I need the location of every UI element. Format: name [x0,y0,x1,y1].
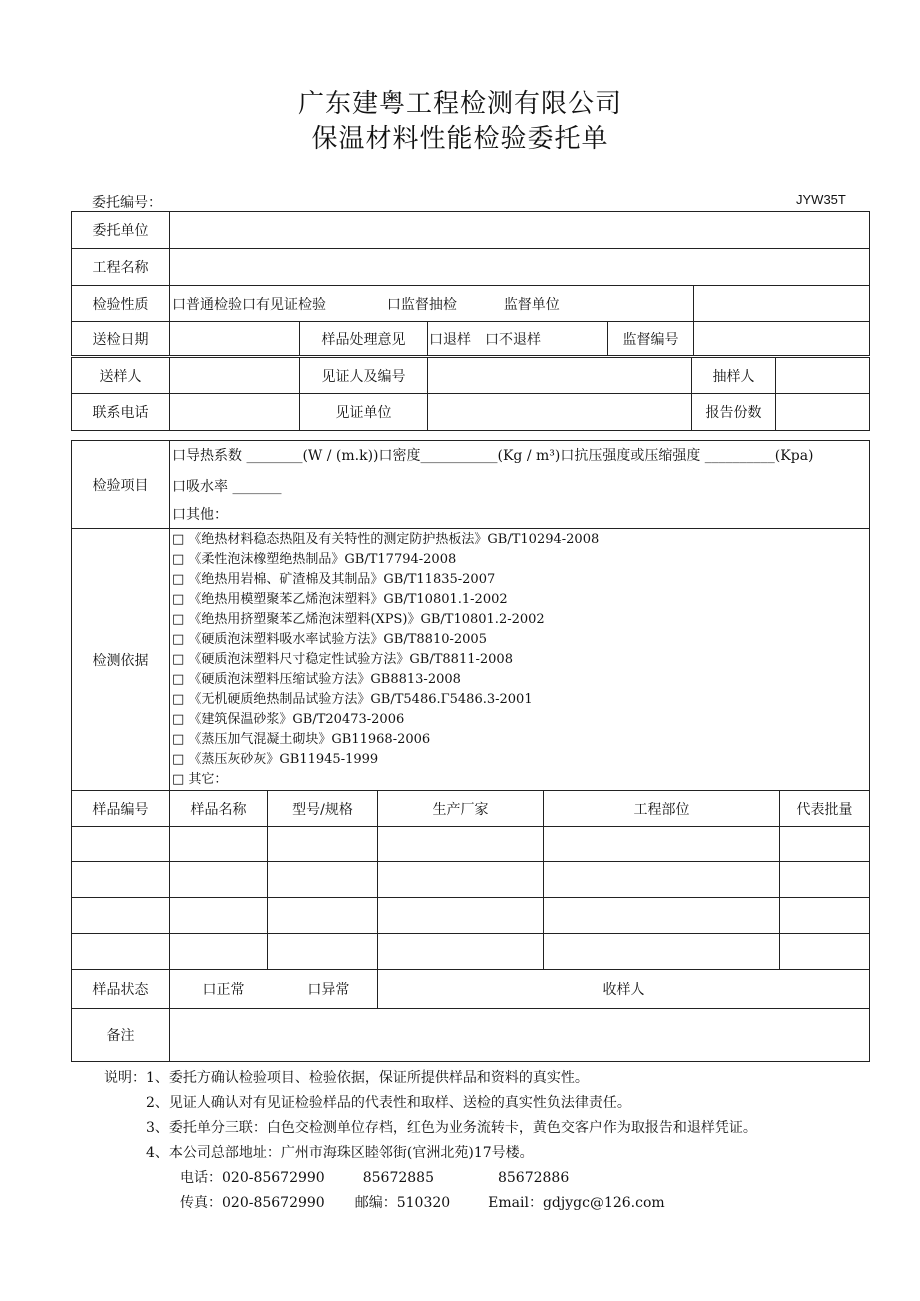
fax-label: 传真： [180,1195,222,1211]
inspection-table [71,440,870,1062]
standard-item[interactable]: □ 《蒸压灰砂灰》GB11945-1999 [172,752,379,767]
postcode: 510320 [396,1195,451,1211]
standard-item[interactable]: □ 《建筑保温砂浆》GB/T20473-2006 [172,712,405,727]
cell[interactable] [780,934,870,970]
form-title: 保温材料性能检验委托单 [311,124,609,154]
sample-handling-label: 样品处理意见 [300,322,428,356]
cell[interactable] [378,934,544,970]
cell[interactable] [268,934,378,970]
report-copies-label: 报告份数 [692,394,776,431]
supervision-no-field[interactable] [694,322,870,356]
col-sample-name: 样品名称 [170,791,268,827]
sample-state-label: 样品状态 [72,970,170,1009]
phone-label: 电话： [180,1170,222,1186]
standard-item[interactable]: □ 《绝热材料稳态热阻及有关特性的测定防护热板法》GB/T10294-2008 [172,532,600,547]
standard-item[interactable]: □ 其它： [172,772,228,787]
item-line[interactable]: 口吸水率 _______ [172,479,282,495]
standard-item[interactable]: □ 《硬质泡沫塑料吸水率试验方法》GB/T8810-2005 [172,632,487,647]
inspection-nature-label: 检验性质 [72,286,170,322]
col-manufacturer: 生产厂家 [378,791,544,827]
project-name-label: 工程名称 [72,249,170,286]
cell[interactable] [378,898,544,934]
standard-item[interactable]: □ 《硬质泡沫塑料压缩试验方法》GB8813-2008 [172,672,461,687]
cell[interactable] [170,827,268,862]
cell[interactable] [170,862,268,898]
receiver-label: 收样人 [378,970,870,1009]
client-info-table [71,211,870,356]
commission-no-label: 委托编号： [92,195,162,211]
fax-line [104,1191,757,1216]
email-label: Email： [488,1195,543,1211]
cell[interactable] [72,934,170,970]
basis-label: 检测依据 [72,529,170,791]
col-sample-no: 样品编号 [72,791,170,827]
table-row [72,934,870,970]
cell[interactable] [378,862,544,898]
standard-item[interactable]: □ 《硬质泡沫塑料尺寸稳定性试验方法》GB/T8811-2008 [172,652,513,667]
remarks-label: 备注 [72,1009,170,1062]
postcode-label: 邮编： [354,1195,397,1211]
phone-label: 联系电话 [72,394,170,431]
standard-item[interactable]: □ 《柔性泡沫橡塑绝热制品》GB/T17794-2008 [172,552,457,567]
note-3: 3、委托单分三联：白色交检测单位存档，红色为业务流转卡，黄色交客户作为取报告和退样凭证。 [146,1120,757,1136]
phone-3: 85672886 [497,1170,570,1186]
table-row [72,898,870,934]
witness-name-label: 见证人及编号 [300,358,428,394]
inspection-items-label: 检验项目 [72,441,170,529]
remarks-field[interactable] [170,1009,870,1062]
cell[interactable] [544,827,780,862]
supervision-unit-field[interactable] [694,286,870,322]
submitter-label: 送样人 [72,358,170,394]
nature-options[interactable]: 口普通检验口有见证检验 [172,296,326,313]
project-name-field[interactable] [170,249,870,286]
inspection-items[interactable] [170,441,870,529]
supervision-unit-label: 监督单位 [503,296,560,313]
note-4: 4、本公司总部地址：广州市海珠区睦邻街(官洲北苑)17号楼。 [146,1145,534,1161]
cell[interactable] [780,827,870,862]
company-name: 广东建粤工程检测有限公司 [297,89,622,119]
cell[interactable] [268,827,378,862]
sample-handling-options[interactable]: 口退样 口不退样 [428,322,608,356]
col-project-part: 工程部位 [544,791,780,827]
submission-date-label: 送检日期 [72,322,170,356]
supervision-sampling-option[interactable]: 口监督抽检 [386,296,457,313]
col-model-spec: 型号/规格 [268,791,378,827]
note-2: 2、见证人确认对有见证检验样品的代表性和取样、送检的真实性负法律责任。 [146,1095,631,1111]
cell[interactable] [268,862,378,898]
witness-name-field[interactable] [428,358,692,394]
submitter-field[interactable] [170,358,300,394]
cell[interactable] [544,934,780,970]
client-unit-field[interactable] [170,212,870,249]
cell[interactable] [378,827,544,862]
standard-item[interactable]: □ 《绝热用岩棉、矿渣棉及其制品》GB/T11835-2007 [172,572,496,587]
cell[interactable] [72,827,170,862]
state-normal-option[interactable]: 口正常 [202,982,245,998]
phone-1: 020-85672990 [222,1170,325,1186]
client-unit-label: 委托单位 [72,212,170,249]
cell[interactable] [544,862,780,898]
notes [104,1066,757,1216]
item-line[interactable]: 口导热系数 ________(W / (m.k))口密度___________(Kg / m³)口抗压强度或压缩强度 __________(Kpa) [172,448,814,464]
cell[interactable] [72,862,170,898]
table-row [72,862,870,898]
cell[interactable] [72,898,170,934]
cell[interactable] [268,898,378,934]
phone-field[interactable] [170,394,300,431]
cell[interactable] [170,898,268,934]
standard-item[interactable]: □ 《蒸压加气混凝土砌块》GB11968-2006 [172,732,431,747]
item-line[interactable]: 口其他： [172,507,228,523]
cell[interactable] [780,898,870,934]
table-row [72,827,870,862]
sampler-field[interactable] [776,358,870,394]
standard-item[interactable]: □ 《无机硬质绝热制品试验方法》GB/T5486.Γ5486.3-2001 [172,692,533,707]
standard-item[interactable]: □ 《绝热用模塑聚苯乙烯泡沫塑料》GB/T10801.1-2002 [172,592,508,607]
email[interactable]: gdjygc@126.com [542,1195,665,1211]
submission-date-field[interactable] [170,322,300,356]
standards-list[interactable] [170,529,870,791]
sampler-label: 抽样人 [692,358,776,394]
witness-unit-field[interactable] [428,394,692,431]
sample-state-options[interactable] [170,970,378,1009]
report-copies-field[interactable] [776,394,870,431]
note-1: 说明：1、委托方确认检验项目、检验依据，保证所提供样品和资料的真实性。 [104,1070,589,1086]
cell[interactable] [170,934,268,970]
standard-item[interactable]: □ 《绝热用挤塑聚苯乙烯泡沫塑料(XPS)》GB/T10801.2-2002 [172,612,545,627]
supervision-no-label: 监督编号 [608,322,694,356]
state-abnormal-option[interactable]: 口异常 [307,982,350,998]
col-batch: 代表批量 [780,791,870,827]
inspection-nature-options[interactable] [170,286,694,322]
cell[interactable] [780,862,870,898]
phone-2: 85672885 [362,1170,434,1186]
fax-number: 020-85672990 [222,1195,325,1211]
witness-unit-label: 见证单位 [300,394,428,431]
submitter-table [71,357,870,431]
cell[interactable] [544,898,780,934]
phone-line [104,1166,757,1191]
form-code: JYW35T [796,192,846,207]
